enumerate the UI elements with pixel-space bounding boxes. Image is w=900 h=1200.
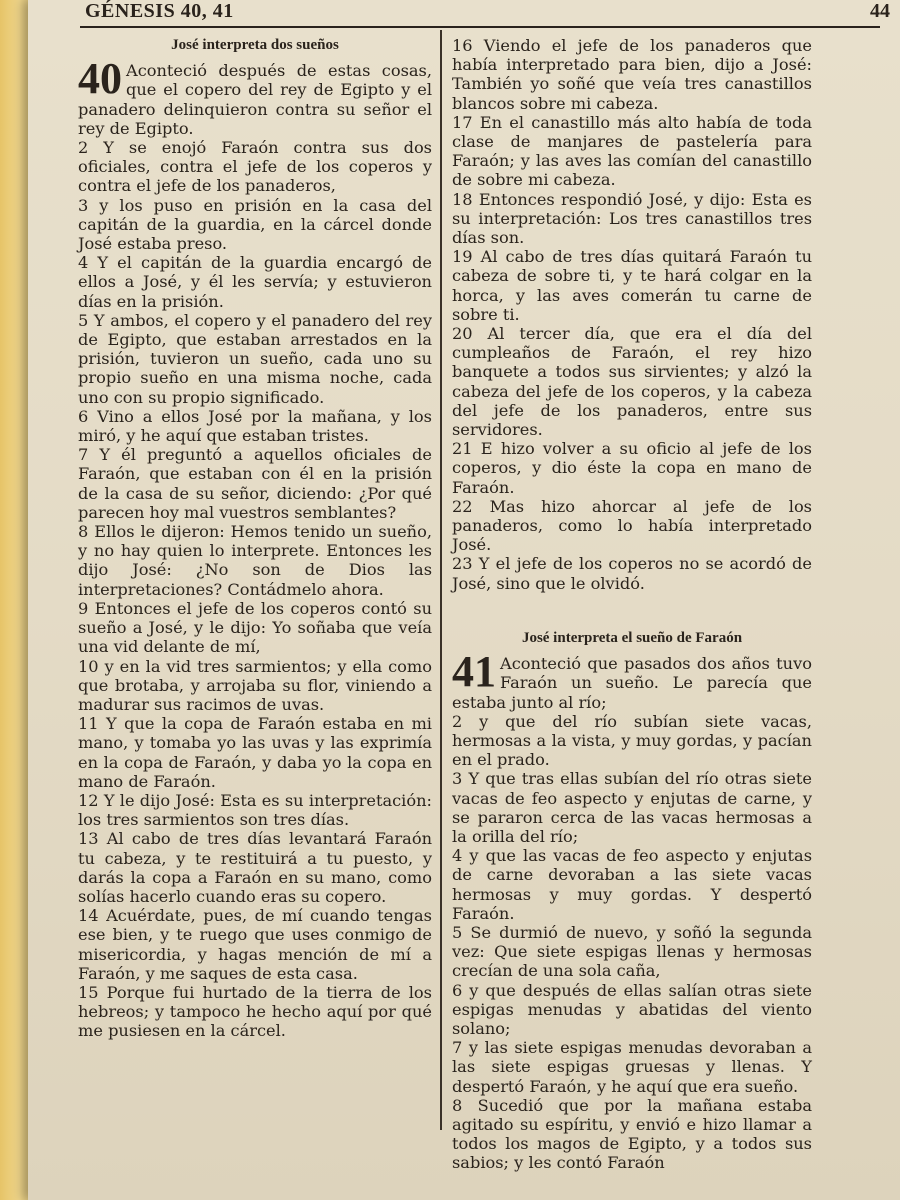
column-divider — [440, 30, 442, 1130]
section-title: José interpreta dos sueños — [171, 37, 339, 53]
section-title: José interpreta el sueño de Faraón — [521, 629, 743, 646]
verse: 6 Vino a ellos José por la mañana, y los miró, y he aquí que estaban tristes. — [78, 406, 432, 446]
page-header — [55, 0, 890, 26]
verse: 5 Se durmió de nuevo, y soñó la segunda vez: Que siete espigas llenas y hermosas crecían de una sola caña, — [452, 922, 812, 981]
book-chapter-heading: GÉNESIS 40, 41 — [85, 0, 234, 22]
verse: 7 Y él preguntó a aquellos oficiales de Faraón, que estaban con él en la prisión de la casa de su señor, diciendo: ¿Por qué parecen hoy mal vuestros semblantes? — [78, 445, 432, 522]
verse: 2 Y se enojó Faraón contra sus dos oficiales, contra el jefe de los coperos y contra el jefe de los panaderos, — [78, 138, 432, 196]
verse: 4 Y el capitán de la guardia encargó de ellos a José, y él les servía; y estuvieron días en la prisión. — [78, 253, 432, 311]
verse: 9 Entonces el jefe de los coperos contó su sueño a José, y le dijo: Yo soñaba que veía una vid delante de mí, — [78, 598, 432, 657]
verse: 12 Y le dijo José: Esta es su interpretación: los tres sarmientos son tres días. — [78, 790, 432, 830]
left-column — [78, 36, 432, 1041]
verse: 3 y los puso en prisión en la casa del capitán de la guardia, en la cárcel donde José estaba preso. — [78, 195, 432, 254]
verse: 5 Y ambos, el copero y el panadero del rey de Egipto, que estaban arrestados en la prisión, tuvieron un sueño, cada uno su propio sueño en una misma noche, cada uno con su propio significado. — [78, 310, 432, 407]
right-column — [452, 36, 812, 1173]
chapter-number: 40 — [78, 54, 122, 104]
verse: 8 Ellos le dijeron: Hemos tenido un sueño, y no hay quien lo interprete. Entonces les dijo José: ¿No son de Dios las interpretaciones? Contádmelo ahora. — [78, 522, 432, 599]
verse: 11 Y que la copa de Faraón estaba en mi mano, y tomaba yo las uvas y las exprimía en la copa de Faraón, y daba yo la copa en mano de Faraón. — [78, 714, 432, 791]
verse: 23 Y el jefe de los coperos no se acordó de José, sino que le olvidó. — [452, 554, 812, 593]
verse: 15 Porque fui hurtado de la tierra de los hebreos; y tampoco he hecho aquí por qué me pusiesen en la cárcel. — [78, 982, 432, 1041]
verse: 13 Al cabo de tres días levantará Faraón tu cabeza, y te restituirá a tu puesto, y darás la copa a Faraón en su mano, como solías hacerlo cuando eras su copero. — [78, 829, 432, 906]
section-spacer — [452, 593, 812, 629]
verse — [78, 54, 432, 138]
verse: 20 Al tercer día, que era el día del cumpleaños de Faraón, el rey hizo banquete a todos sus sirvientes; y alzó la cabeza del jefe de los coperos, y la cabeza del jefe de los panaderos, entre sus servidores. — [452, 324, 812, 440]
verse: 10 y en la vid tres sarmientos; y ella como que brotaba, y arrojaba su flor, viniendo a madurar sus racimos de uvas. — [78, 656, 432, 714]
header-rule — [80, 26, 880, 28]
verse: 4 y que las vacas de feo aspecto y enjutas de carne devoraban a las siete vacas hermosas y muy gordas. Y despertó Faraón. — [452, 846, 812, 923]
verse-text: Aconteció que pasados dos años tuvo Faraón un sueño. Le parecía que estaba junto al río; — [452, 654, 812, 712]
verse: 17 En el canastillo más alto había de toda clase de manjares de pastelería para Faraón; y las aves las comían del canastillo de sobre mi cabeza. — [452, 112, 812, 190]
verse: 8 Sucedió que por la mañana estaba agitado su espíritu, y envió e hizo llamar a todos los magos de Egipto, y a todos sus sabios; y les contó Faraón — [452, 1095, 812, 1173]
page-number: 44 — [870, 0, 890, 22]
verse: 21 E hizo volver a su oficio al jefe de los coperos, y dio éste la copa en mano de Faraón. — [452, 439, 812, 497]
verse: 6 y que después de ellas salían otras siete espigas menudas y abatidas del viento solano; — [452, 980, 812, 1038]
verse: 18 Entonces respondió José, y dijo: Esta es su interpretación: Los tres canastillos tres días son. — [452, 189, 812, 248]
verse: 7 y las siete espigas menudas devoraban a las siete espigas gruesas y llenas. Y despertó Faraón, y he aquí que era sueño. — [452, 1038, 812, 1096]
verse: 22 Mas hizo ahorcar al jefe de los panaderos, como lo había interpretado José. — [452, 496, 812, 555]
verse — [452, 647, 812, 712]
verse: 3 Y que tras ellas subían del río otras siete vacas de feo aspecto y enjutas de carne, y se pararon cerca de las vacas hermosas a la orilla del río; — [452, 769, 812, 846]
chapter-number: 41 — [452, 647, 496, 697]
verse: 2 y que del río subían siete vacas, hermosas a la vista, y muy gordas, y pacían en el prado. — [452, 711, 812, 770]
verse: 14 Acuérdate, pues, de mí cuando tengas ese bien, y te ruego que uses conmigo de misericordia, y hagas mención de mí a Faraón, y me saques de esta casa. — [78, 906, 432, 983]
verse: 19 Al cabo de tres días quitará Faraón tu cabeza de sobre ti, y te hará colgar en la horca, y las aves comerán tu carne de sobre ti. — [452, 247, 812, 324]
verse-text: Aconteció después de estas cosas, que el copero del rey de Egipto y el panadero delinquieron contra su señor el rey de Egipto. — [78, 61, 432, 138]
verse: 16 Viendo el jefe de los panaderos que había interpretado para bien, dijo a José: También yo soñé que veía tres canastillos blancos sobre mi cabeza. — [452, 36, 812, 113]
